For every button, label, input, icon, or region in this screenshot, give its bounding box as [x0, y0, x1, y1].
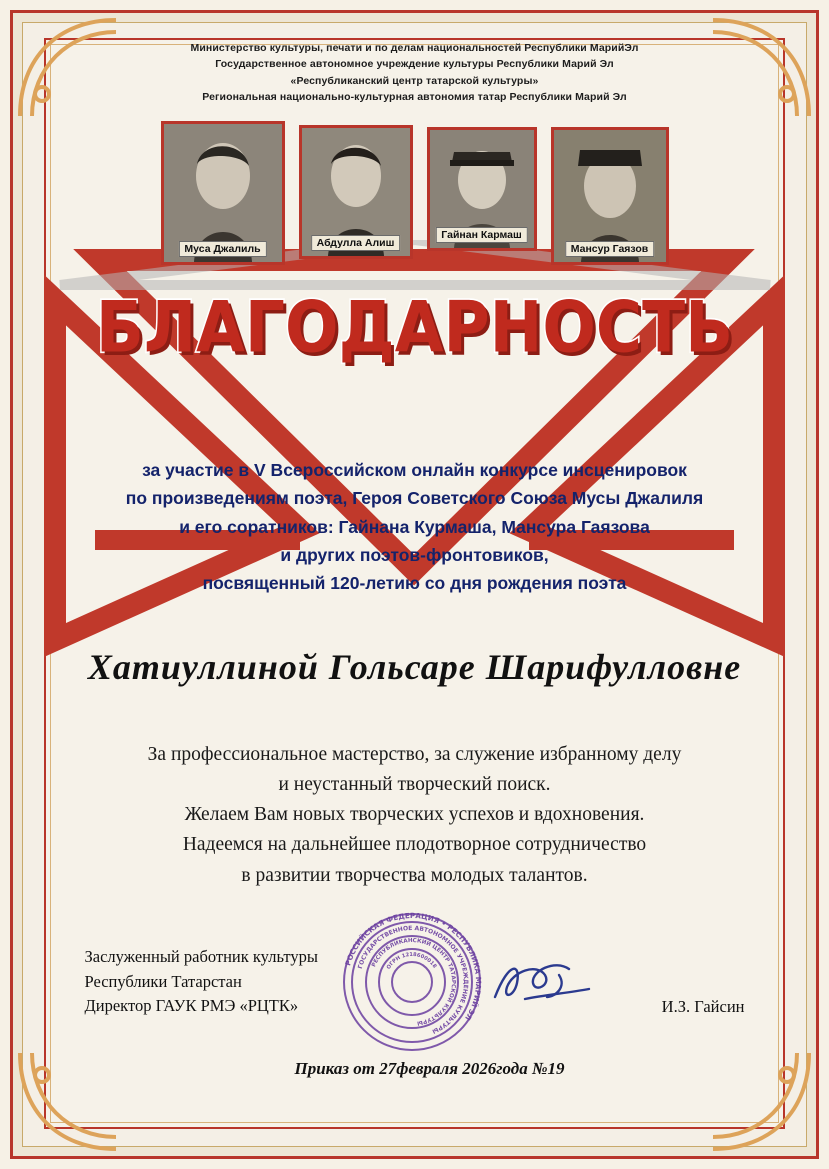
portrait-name: Абдулла Алиш — [311, 235, 401, 251]
reason-line: за участие в V Всероссийском онлайн конкурсе инсценировок — [142, 460, 687, 481]
wish-line: За профессиональное мастерство, за служение избранному делу — [147, 743, 682, 765]
signatory-title-line: Заслуженный работник культуры — [84, 946, 318, 966]
portrait-item — [299, 125, 413, 259]
reason-line: по произведениям поэта, Героя Советского Союза Мусы Джалиля — [125, 488, 704, 509]
portrait-item — [427, 127, 537, 251]
signatory-title-line: Республики Татарстан — [84, 971, 242, 991]
svg-text:РЕСПУБЛИКАНСКИЙ ЦЕНТР ТАТАРСКО: РЕСПУБЛИКАНСКИЙ ЦЕНТР ТАТАРСКОЙ КУЛЬТУРЫ — [370, 938, 456, 1026]
signature-block — [84, 911, 745, 1035]
title-area — [0, 286, 829, 369]
organization-line: «Республиканский центр татарской культуры» — [290, 74, 539, 87]
wish-line: Надеемся на дальнейшее плодотворное сотрудничество — [182, 834, 647, 856]
organization-line: Министерство культуры, печати и по делам национальностей Республики МарийЭл — [190, 42, 639, 54]
svg-text:ОГРН 1218600018: ОГРН 1218600018 — [385, 952, 437, 971]
page-title: БЛАГОДАРНОСТЬ — [95, 286, 734, 369]
portrait-gallery — [161, 121, 669, 265]
handwritten-signature — [485, 953, 605, 1013]
reason-line: посвященный 120-летию со дня рождения поэта — [202, 573, 627, 594]
wish-text — [85, 740, 745, 891]
signatory-name: И.З. Гайсин — [661, 997, 745, 1017]
wish-line: и неустанный творческий поиск. — [278, 774, 551, 795]
portrait-name: Муса Джалиль — [178, 241, 266, 257]
recipient-name: Хатиуллиной Гольсаре Шарифулловне — [87, 646, 742, 687]
signatory-title — [85, 945, 318, 1019]
signatory-title-line: Директор ГАУК РМЭ «РЦТК» — [84, 996, 299, 1016]
reason-line: и других поэтов-фронтовиков, — [280, 545, 549, 566]
portrait-item — [161, 121, 285, 265]
portrait-item — [551, 127, 669, 265]
organization-line: Государственное автономное учреждение культуры Республики Марий Эл — [215, 58, 614, 71]
order-reference: Приказ от 27февраля 2026года №19 — [294, 1059, 565, 1079]
reason-line: и его соратников: Гайнана Курмаша, Мансура Гаязова — [179, 516, 650, 537]
portrait-name: Гайнан Кармаш — [435, 227, 527, 243]
svg-text:ГОСУДАРСТВЕННОЕ АВТОНОМНОЕ УЧР: ГОСУДАРСТВЕННОЕ АВТОНОМНОЕ УЧРЕЖДЕНИЕ КУЛЬТУРЫ — [356, 925, 469, 1035]
wish-line: в развитии творчества молодых талантов. — [241, 864, 588, 886]
organization-line: Региональная национально-культурная автономия татар Республики Марий Эл — [202, 90, 627, 103]
wish-line: Желаем Вам новых творческих успехов и вдохновения. — [184, 804, 645, 826]
svg-text:РОССИЙСКАЯ ФЕДЕРАЦИЯ • РЕСПУБЛ: РОССИЙСКАЯ ФЕДЕРАЦИЯ • РЕСПУБЛИКА МАРИЙ ЭЛ — [342, 911, 483, 1023]
portrait-name: Мансур Гаязов — [565, 241, 655, 257]
reason-text — [95, 456, 735, 598]
official-stamp-icon — [337, 907, 487, 1057]
organization-header — [191, 40, 639, 105]
